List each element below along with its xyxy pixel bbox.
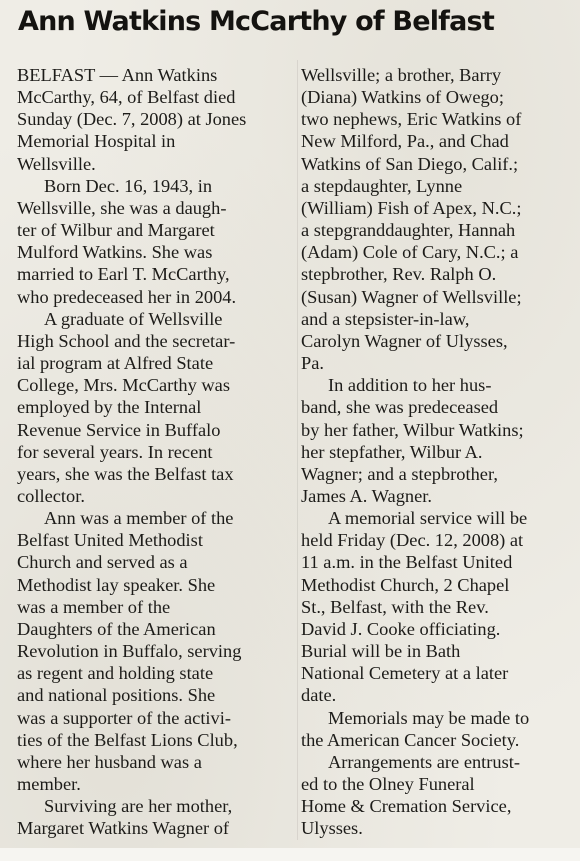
text-line: employed by the Internal	[17, 397, 202, 418]
text-line: Mulford Watkins. She was	[17, 242, 213, 263]
text-line: member.	[17, 774, 81, 794]
text-line: ter of Wilbur and Margaret	[17, 220, 215, 241]
text-line: two nephews, Eric Watkins of	[301, 109, 522, 130]
text-line: who predeceased her in 2004.	[17, 286, 237, 307]
right-text-column	[301, 64, 571, 839]
text-line: the American Cancer Society.	[301, 729, 520, 750]
paragraph-start-line: A memorial service will be	[328, 508, 528, 529]
text-line: (Diana) Watkins of Owego;	[301, 87, 504, 108]
text-line: and national positions. She	[17, 685, 216, 706]
text-line: ties of the Belfast Lions Club,	[17, 729, 238, 750]
text-line: 11 a.m. in the Belfast United	[301, 552, 513, 573]
text-line: where her husband was a	[17, 751, 202, 772]
text-line: Watkins of San Diego, Calif.;	[301, 153, 519, 174]
text-line: her stepfather, Wilbur A.	[301, 441, 483, 462]
text-line: Margaret Watkins Wagner of	[17, 818, 230, 839]
text-line: (Susan) Wagner of Wellsville;	[301, 286, 522, 307]
text-line: Revolution in Buffalo, serving	[17, 641, 242, 662]
text-line: date.	[301, 685, 337, 706]
text-line: for several years. In recent	[17, 441, 213, 462]
text-line: National Cemetery at a later	[301, 663, 509, 684]
text-line: held Friday (Dec. 12, 2008) at	[301, 530, 524, 551]
left-text-column	[17, 64, 295, 839]
text-line: Wellsville.	[17, 153, 96, 174]
paragraph-start-line: A graduate of Wellsville	[44, 308, 223, 329]
text-line: David J. Cooke officiating.	[301, 618, 501, 639]
text-line: Carolyn Wagner of Ulysses,	[301, 330, 508, 351]
text-line: Daughters of the American	[17, 618, 216, 639]
text-line: BELFAST — Ann Watkins	[17, 65, 218, 85]
text-line: Wellsville; a brother, Barry	[301, 65, 502, 85]
text-line: James A. Wagner.	[301, 485, 432, 506]
paragraph-start-line: In addition to her hus-	[328, 375, 492, 396]
paragraph-start-line: Memorials may be made to	[328, 707, 530, 728]
text-line: Ulysses.	[301, 818, 363, 839]
text-line: Church and served as a	[17, 552, 188, 573]
text-line: Burial will be in Bath	[301, 641, 461, 662]
text-line: Memorial Hospital in	[17, 131, 176, 152]
text-line: years, she was the Belfast tax	[17, 463, 234, 484]
paragraph-start-line: Surviving are her mother,	[44, 796, 233, 817]
text-line: McCarthy, 64, of Belfast died	[17, 87, 236, 108]
paragraph-start-line: Arrangements are entrust-	[328, 751, 520, 772]
text-line: stepbrother, Rev. Ralph O.	[301, 264, 497, 285]
text-line: was a supporter of the activi-	[17, 707, 231, 728]
text-line: Belfast United Methodist	[17, 530, 203, 551]
text-line: High School and the secretar-	[17, 330, 236, 351]
text-line: St., Belfast, with the Rev.	[301, 596, 489, 617]
text-line: collector.	[17, 485, 85, 506]
text-line: Pa.	[301, 353, 324, 374]
text-line: a stepgranddaughter, Hannah	[301, 220, 516, 241]
text-line: Methodist lay speaker. She	[17, 574, 216, 595]
paragraph-start-line: Born Dec. 16, 1943, in	[44, 175, 213, 196]
text-line: Wellsville, she was a daugh-	[17, 197, 227, 218]
text-line: College, Mrs. McCarthy was	[17, 375, 230, 396]
text-line: Home & Cremation Service,	[301, 796, 512, 817]
text-line: Revenue Service in Buffalo	[17, 419, 221, 440]
text-line: New Milford, Pa., and Chad	[301, 131, 509, 152]
text-line: (William) Fish of Apex, N.C.;	[301, 197, 522, 218]
text-line: was a member of the	[17, 596, 171, 617]
text-line: by her father, Wilbur Watkins;	[301, 419, 524, 440]
text-line: a stepdaughter, Lynne	[301, 175, 463, 196]
text-line: as regent and holding state	[17, 663, 214, 684]
text-line: band, she was predeceased	[301, 397, 499, 418]
text-line: Sunday (Dec. 7, 2008) at Jones	[17, 109, 247, 130]
text-line: married to Earl T. McCarthy,	[17, 264, 230, 285]
paragraph-start-line: Ann was a member of the	[44, 508, 234, 529]
text-line: (Adam) Cole of Cary, N.C.; a	[301, 242, 519, 263]
clipping-bottom-edge	[0, 848, 580, 861]
text-line: and a stepsister-in-law,	[301, 308, 470, 329]
text-line: Methodist Church, 2 Chapel	[301, 574, 510, 595]
text-line: ed to the Olney Funeral	[301, 774, 475, 794]
obituary-headline: Ann Watkins McCarthy of Belfast	[18, 6, 494, 37]
text-line: Wagner; and a stepbrother,	[301, 463, 498, 484]
text-line: ial program at Alfred State	[17, 353, 214, 374]
column-divider	[297, 60, 298, 840]
